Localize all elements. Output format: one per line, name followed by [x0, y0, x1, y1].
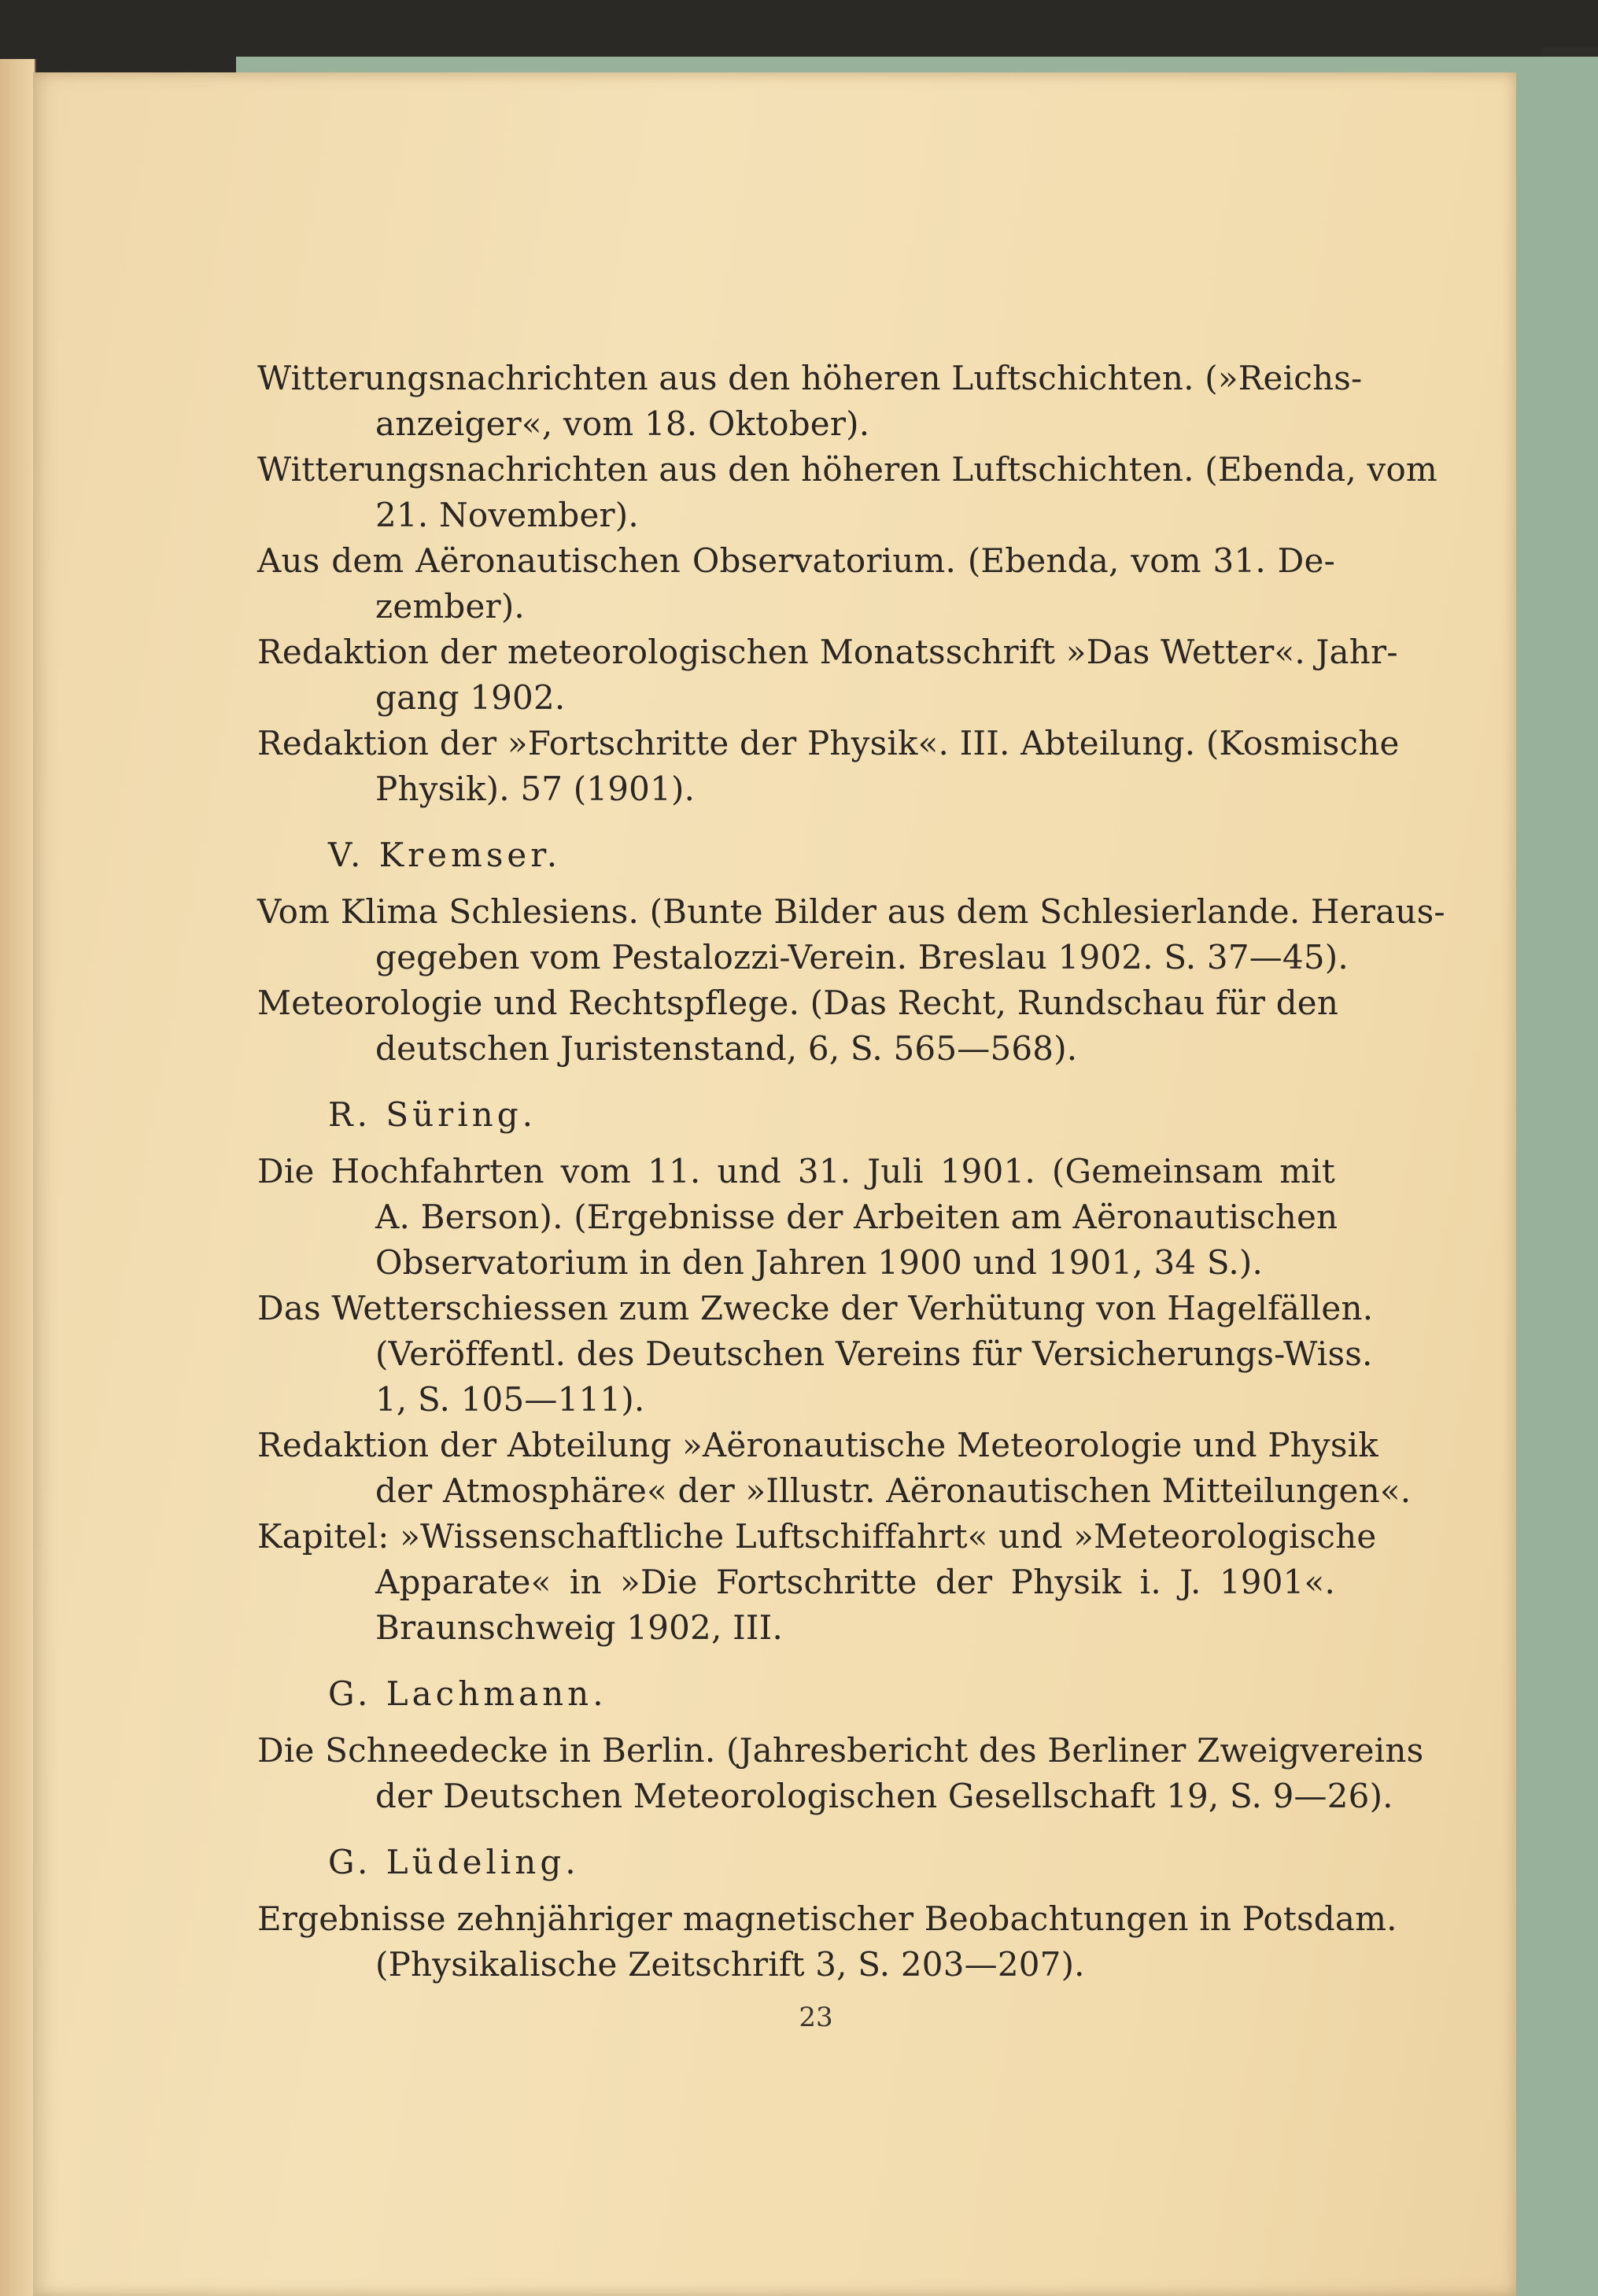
section-luedeling	[257, 1840, 1397, 1988]
section-lachmann	[257, 1671, 1424, 1819]
entry-line: Redaktion der »Fortschritte der Physik«. III. Abteilung. (Kosmische	[257, 724, 1400, 762]
entry-line: gang 1902.	[375, 678, 566, 717]
entry	[257, 1286, 1374, 1423]
entry-line: Physik). 57 (1901).	[375, 770, 696, 808]
entry-line: anzeiger«, vom 18. Oktober).	[375, 404, 870, 443]
book-page	[33, 72, 1516, 2296]
section-kremser	[257, 832, 1445, 1072]
page-number: 23	[799, 2002, 833, 2033]
entry	[257, 1896, 1397, 1988]
entry	[257, 980, 1339, 1072]
entry	[257, 356, 1363, 447]
entry-line: Vom Klima Schlesiens. (Bunte Bilder aus dem Schlesierlande. Heraus-	[257, 892, 1445, 931]
entry	[257, 1423, 1412, 1514]
entry-line: zember).	[375, 587, 525, 626]
bibliography	[257, 356, 1445, 1988]
entry-line: Kapitel: »Wissenschaftliche Luftschiffahrt« und »Meteorologische	[257, 1517, 1377, 1556]
entry-line: Meteorologie und Rechtspflege. (Das Recht, Rundschau für den	[257, 984, 1339, 1022]
entry	[257, 1514, 1377, 1651]
entry-line: (Veröffentl. des Deutschen Vereins für Versicherungs-Wiss.	[375, 1334, 1373, 1373]
entry-line: Redaktion der Abteilung »Aëronautische Meteorologie und Physik	[257, 1426, 1378, 1464]
entry-line: der Deutschen Meteorologischen Gesellschaft 19, S. 9—26).	[375, 1777, 1393, 1815]
entry-line: Ergebnisse zehnjähriger magnetischer Beobachtungen in Potsdam.	[257, 1899, 1397, 1938]
entry	[257, 1728, 1424, 1819]
entry-line: A. Berson). (Ergebnisse der Arbeiten am Aëronautischen	[375, 1198, 1338, 1236]
entry	[257, 1149, 1338, 1286]
author-heading: G. Lachmann.	[328, 1674, 607, 1713]
section-unattributed	[257, 356, 1437, 812]
entry	[257, 538, 1335, 629]
entry-line: Observatorium in den Jahren 1900 und 1901, 34 S.).	[375, 1243, 1264, 1282]
entry-line: Apparate« in »Die Fortschritte der Physik i. J. 1901«.	[375, 1563, 1335, 1601]
author-heading: V. Kremser.	[328, 836, 562, 874]
entry	[257, 889, 1445, 980]
entry	[257, 721, 1400, 812]
entry-line: Das Wetterschiessen zum Zwecke der Verhütung von Hagelfällen.	[257, 1289, 1374, 1327]
entry-line: Witterungsnachrichten aus den höheren Luftschichten. (Ebenda, vom	[257, 450, 1437, 489]
entry-line: (Physikalische Zeitschrift 3, S. 203—207).	[375, 1945, 1085, 1984]
entry-line: gegeben vom Pestalozzi-Verein. Breslau 1902. S. 37—45).	[375, 938, 1349, 976]
entry-line: Die Schneedecke in Berlin. (Jahresbericht des Berliner Zweigvereins	[257, 1731, 1424, 1770]
previous-page-edge	[0, 59, 36, 2296]
author-heading: R. Süring.	[328, 1095, 537, 1134]
entry-line: Die Hochfahrten vom 11. und 31. Juli 1901. (Gemeinsam mit	[257, 1152, 1335, 1190]
entry-line: Aus dem Aëronautischen Observatorium. (Ebenda, vom 31. De-	[257, 541, 1335, 580]
entry-line: 21. November).	[375, 496, 639, 534]
section-suering	[257, 1092, 1412, 1651]
entry-line: Redaktion der meteorologischen Monatsschrift »Das Wetter«. Jahr-	[257, 633, 1398, 671]
author-heading: G. Lüdeling.	[328, 1843, 580, 1881]
entry-line: Braunschweig 1902, III.	[375, 1608, 783, 1647]
entry-line: deutschen Juristenstand, 6, S. 565—568).	[375, 1029, 1078, 1068]
entry-line: 1, S. 105—111).	[375, 1380, 645, 1419]
entry	[257, 447, 1437, 538]
entry	[257, 629, 1398, 721]
entry-line: Witterungsnachrichten aus den höheren Luftschichten. (»Reichs-	[257, 359, 1363, 397]
entry-line: der Atmosphäre« der »Illustr. Aëronautischen Mitteilungen«.	[375, 1471, 1412, 1510]
